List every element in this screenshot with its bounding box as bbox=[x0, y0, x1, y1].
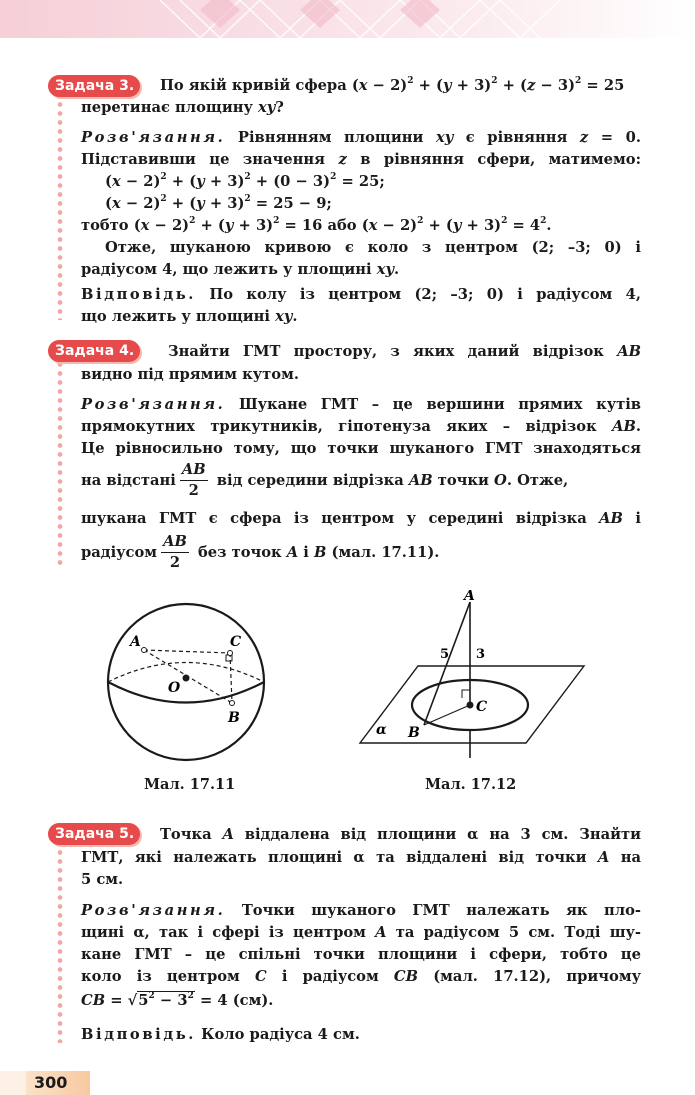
sqrt-expression: $5^2 - 3^2$ bbox=[138, 991, 194, 1009]
problem-5-line3: 5 см. bbox=[81, 871, 124, 888]
figure-17-11-caption: Мал. 17.11 bbox=[144, 776, 236, 793]
problem-4-solution-4: на відстані $\frac{AB}{2}$ від середини відрізка AB точки O. Отже, bbox=[81, 461, 569, 499]
dot-marker-p3 bbox=[57, 100, 63, 320]
problem-3-answer-2: що лежить у площині xy. bbox=[81, 308, 298, 325]
problem-4-line1: Знайти ГМТ простору, з яких даний відрізок AB bbox=[168, 343, 641, 360]
fig2-label-a: A bbox=[464, 590, 475, 604]
problem-4-solution-6: радіусом $\frac{AB}{2}$ без точок A і B (мал. 17.11). bbox=[81, 533, 440, 571]
problem-4-solution-2: прямокутних трикутників, гіпотенуза яких – відрізок AB. bbox=[81, 418, 641, 435]
fraction-ab-over-2-b: $\frac{AB}{2}$ bbox=[163, 533, 187, 571]
problem-3-badge: Задача 3. bbox=[48, 75, 140, 97]
figure-17-11-sphere bbox=[100, 598, 290, 768]
problem-4-solution-3: Це рівносильно тому, що точки шуканого ГМТ знаходяться bbox=[81, 440, 641, 457]
banner-pattern bbox=[0, 0, 695, 38]
problem-5-solution-3: кане ГМТ – це спільні точки площини і сфери, тобто це bbox=[81, 946, 641, 963]
page-footer-strip bbox=[0, 1071, 26, 1095]
problem-5-line2: ГМТ, які належать площині α та віддалені від точки A на bbox=[81, 849, 641, 866]
problem-3-solution-1: Розв'язання. Рівнянням площини xy є рівняння z = 0. bbox=[81, 129, 642, 146]
problem-5-solution-5: CB = $√5^2 - 3^2 = 4$ (см). bbox=[81, 991, 274, 1009]
fig2-label-c: C bbox=[476, 699, 488, 715]
problem-4-solution-1: Розв'язання. Шукане ГМТ – це вершини прямих кутів bbox=[81, 396, 641, 413]
problem-3-answer-1: Відповідь. По колу із центром (2; –3; 0) і радіусом 4, bbox=[81, 286, 641, 303]
problem-3-conclusion-1: Отже, шуканою кривою є коло з центром (2; –3; 0) і bbox=[105, 239, 641, 256]
dot-marker-p4 bbox=[57, 360, 63, 565]
problem-3-line2: перетинає площину xy? bbox=[81, 99, 284, 116]
solution-label-p4: Розв'язання. bbox=[81, 396, 226, 413]
solution-label: Розв'язання. bbox=[81, 129, 226, 146]
fig2-label-5: 5 bbox=[440, 647, 450, 662]
radius-text: радіусом bbox=[81, 544, 158, 561]
problem-4-line2: видно під прямим кутом. bbox=[81, 366, 299, 383]
fig2-label-3: 3 bbox=[476, 647, 486, 662]
problem-3-line1: По якій кривій сфера $(x - 2)^2 + (y + 3)^2 + (z - 3)^2 = 25$ bbox=[160, 76, 625, 94]
solution-label-p5: Розв'язання. bbox=[81, 902, 226, 919]
problem-5-solution-4: коло із центром C і радіусом CB (мал. 17.12), причому bbox=[81, 968, 641, 985]
problem-3-eq3: тобто $(x - 2)^2 + (y + 3)^2 = 16$ або $(x - 2)^2 + (y + 3)^2 = 4^2$. bbox=[81, 216, 552, 234]
page-number-box bbox=[26, 1071, 90, 1095]
problem-4-solution-5: шукана ГМТ є сфера із центром у середині відрізка AB і bbox=[81, 510, 641, 527]
problem-5-line1: Точка A віддалена від площини α на 3 см. Знайти bbox=[160, 826, 642, 843]
problem-4-badge: Задача 4. bbox=[48, 340, 140, 362]
figure-17-12-caption: Мал. 17.12 bbox=[425, 776, 517, 793]
problem-3-eq2: $(x - 2)^2 + (y + 3)^2 = 25 - 9$; bbox=[105, 194, 332, 212]
figure-17-12-plane bbox=[358, 590, 588, 760]
problem-5-solution-1: Розв'язання. Точки шуканого ГМТ належать як пло- bbox=[81, 902, 641, 919]
distance-text: на відстані bbox=[81, 472, 176, 489]
fig1-label-b: B bbox=[228, 710, 240, 726]
answer-label: Відповідь. bbox=[81, 286, 196, 303]
problem-3-solution-2: Підставивши це значення z в рівняння сфери, матимемо: bbox=[81, 151, 642, 168]
fig1-label-c: C bbox=[230, 634, 242, 650]
problem-5-solution-2: щині α, так і сфері із центром A та радіусом 5 см. Тоді шу- bbox=[81, 924, 641, 941]
page-number: 300 bbox=[34, 1073, 68, 1092]
fraction-ab-over-2: $\frac{AB}{2}$ bbox=[181, 461, 206, 499]
answer-label-p5: Відповідь. bbox=[81, 1026, 196, 1043]
problem-3-eq1: $(x - 2)^2 + (y + 3)^2 + (0 - 3)^2 = 25$; bbox=[105, 172, 385, 190]
fig2-label-b: B bbox=[408, 725, 420, 741]
problem-5-answer: Відповідь. Коло радіуса 4 см. bbox=[81, 1026, 360, 1043]
problem-5-badge: Задача 5. bbox=[48, 823, 140, 845]
dot-marker-p5 bbox=[57, 848, 63, 1043]
fig1-label-a: A bbox=[130, 634, 141, 650]
problem-3-conclusion-2: радіусом 4, що лежить у площині xy. bbox=[81, 261, 400, 278]
top-banner bbox=[0, 0, 695, 38]
fig1-label-o: O bbox=[168, 680, 181, 696]
fig2-label-alpha: α bbox=[376, 722, 387, 738]
